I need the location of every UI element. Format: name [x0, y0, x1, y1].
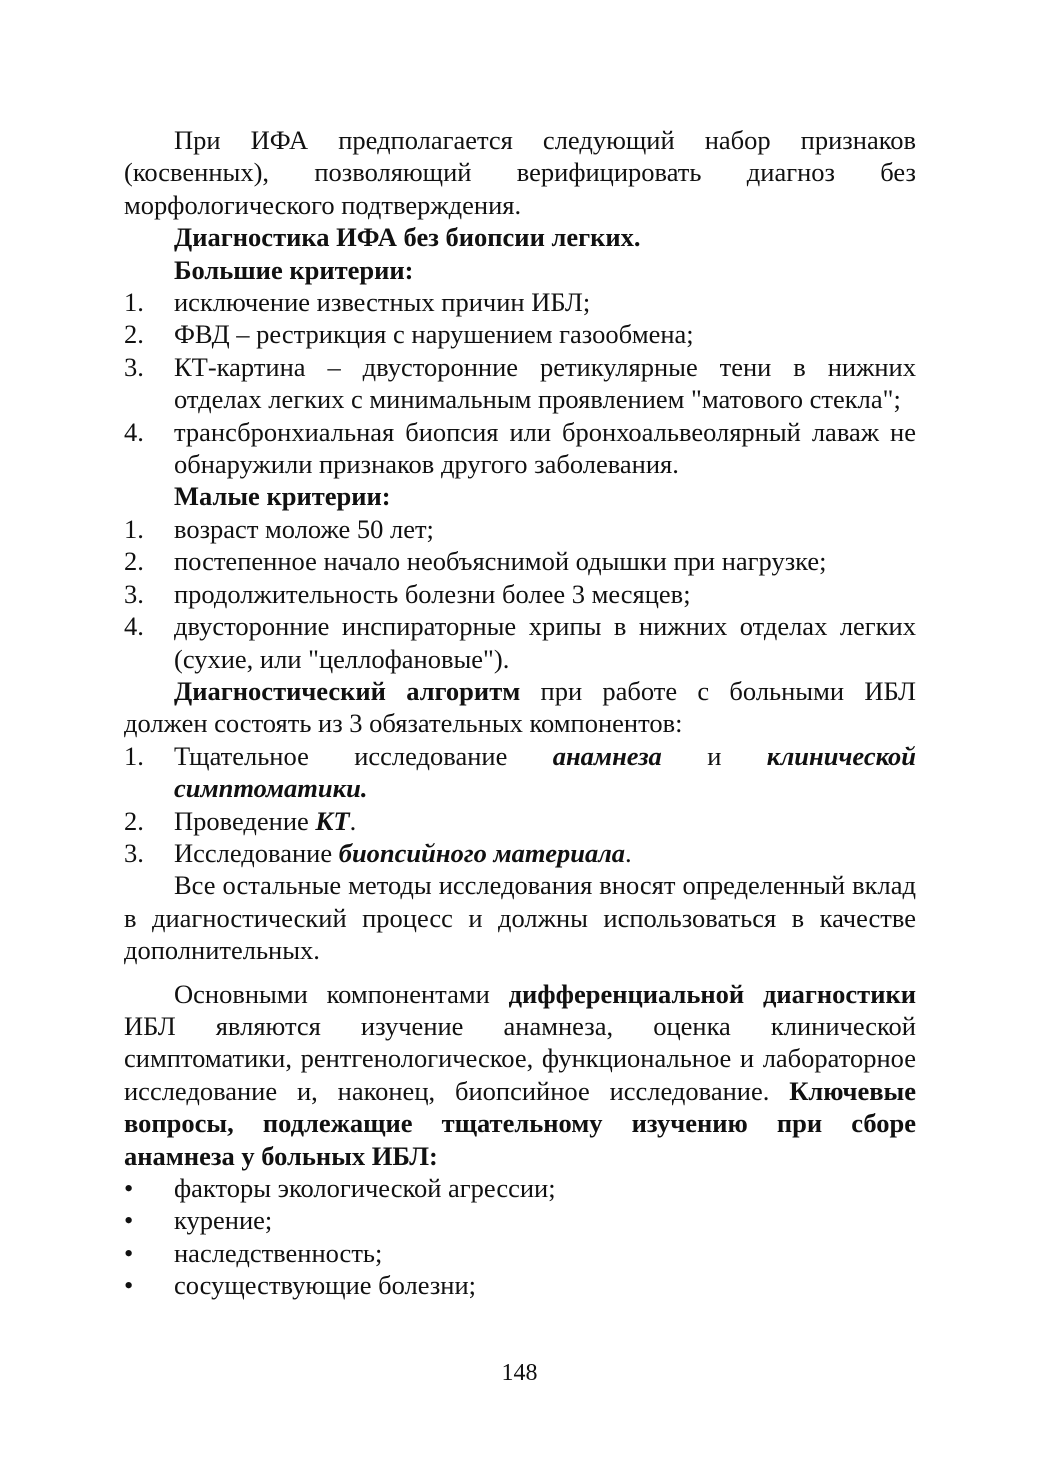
- minor-criteria-title: Малые критерии:: [174, 481, 391, 512]
- list-item: [124, 805, 916, 837]
- intro-paragraph: При ИФА предполагается следующий набор признаков (косвенных), позволяющий верифицировать диагноз без морфологического подтверждения.: [124, 125, 916, 220]
- item-number: 3.: [124, 578, 144, 609]
- item-text: продолжительность болезни более 3 месяцев;: [174, 578, 691, 609]
- list-item: [124, 837, 916, 869]
- list-item: [124, 513, 916, 545]
- item-number: 2.: [124, 546, 144, 577]
- algorithm-list: [124, 740, 916, 870]
- item-number: 3.: [124, 351, 144, 382]
- document-page: [124, 124, 916, 1302]
- emphasis-term: биопсийного материала: [338, 837, 626, 868]
- item-number: 1.: [124, 740, 144, 771]
- item-number: 1.: [124, 513, 144, 544]
- item-text: возраст моложе 50 лет;: [174, 513, 434, 544]
- item-text: .: [625, 837, 632, 868]
- algorithm-term: Диагностический алгоритм: [174, 675, 521, 706]
- list-item: [124, 545, 916, 577]
- item-text: Исследование: [174, 837, 339, 868]
- item-text: двусторонние инспираторные хрипы в нижних отделах легких (сухие, или "целлофановые").: [174, 611, 916, 674]
- item-text: исключение известных причин ИБЛ;: [174, 287, 591, 318]
- list-item: [124, 286, 916, 318]
- item-text: наследственность;: [174, 1237, 383, 1268]
- item-text: постепенное начало необъяснимой одышки при нагрузке;: [174, 546, 827, 577]
- emphasis-term: клинической симптоматики.: [174, 740, 916, 804]
- item-text: Проведение: [174, 805, 316, 836]
- major-criteria-list: [124, 286, 916, 480]
- bullet-icon: •: [124, 1173, 134, 1203]
- differential-term: дифференциальной диагностики: [508, 978, 917, 1009]
- item-text: КТ-картина – двусторонние ретикулярные тени в нижних отделах легких с минимальным проявлением "матового стекла";: [174, 351, 916, 415]
- other-methods-paragraph: Все остальные методы исследования вносят определенный вклад в диагностический процесс и должны использоваться в качестве дополнительных.: [124, 870, 916, 966]
- bullet-icon: •: [124, 1237, 134, 1268]
- minor-criteria-list: [124, 513, 916, 675]
- emphasis-term: анамнеза: [552, 740, 662, 771]
- item-number: 4.: [124, 416, 144, 447]
- item-number: 2.: [124, 805, 144, 836]
- list-item: [124, 1172, 916, 1204]
- item-number: 4.: [124, 611, 144, 642]
- list-item: [124, 740, 916, 805]
- major-criteria-title: Большие критерии:: [174, 254, 414, 285]
- emphasis-term: КТ: [315, 805, 350, 836]
- list-item: [124, 610, 916, 675]
- section-title: Диагностика ИФА без биопсии легких.: [174, 222, 641, 253]
- item-text: трансбронхиальная биопсия или бронхоальвеолярный лаваж не обнаружили признаков другого заболевания.: [174, 416, 916, 480]
- item-number: 3.: [124, 837, 144, 868]
- key-questions-heading: Ключевые вопросы, подлежащие тщательному изучению при сборе анамнеза у больных ИБЛ:: [124, 1075, 916, 1171]
- paragraph-text: ИБЛ являются изучение анамнеза, оценка клинической симптоматики, рентгенологическое, функциональное и лабораторное исследование и, наконец, биопсийное исследование.: [124, 1010, 916, 1106]
- algorithm-text: при работе с больными ИБЛ должен состоять из 3 обязательных компонентов:: [124, 675, 916, 739]
- page-number: 148: [501, 1360, 538, 1386]
- list-item: [124, 1204, 916, 1236]
- item-text: факторы экологической агрессии;: [174, 1173, 556, 1203]
- list-item: [124, 416, 916, 481]
- paragraph-text: Основными компонентами: [174, 978, 509, 1009]
- item-text: .: [349, 805, 357, 836]
- list-item: [124, 1237, 916, 1269]
- list-item: [124, 578, 916, 610]
- item-number: 2.: [124, 319, 144, 350]
- list-item: [124, 351, 916, 416]
- differential-paragraph: [124, 978, 916, 1172]
- algorithm-paragraph: [124, 675, 916, 740]
- item-text: Тщательное исследование: [174, 740, 553, 771]
- item-text: сосуществующие болезни;: [174, 1270, 477, 1301]
- list-item: [124, 1269, 916, 1301]
- item-text: ФВД – рестрикция с нарушением газообмена;: [174, 319, 694, 350]
- list-item: [124, 318, 916, 350]
- bullet-icon: •: [124, 1270, 134, 1301]
- item-text: курение;: [174, 1205, 273, 1236]
- anamnesis-bullet-list: [124, 1172, 916, 1302]
- bullet-icon: •: [124, 1205, 134, 1236]
- item-text: и: [661, 740, 767, 771]
- item-number: 1.: [124, 287, 144, 318]
